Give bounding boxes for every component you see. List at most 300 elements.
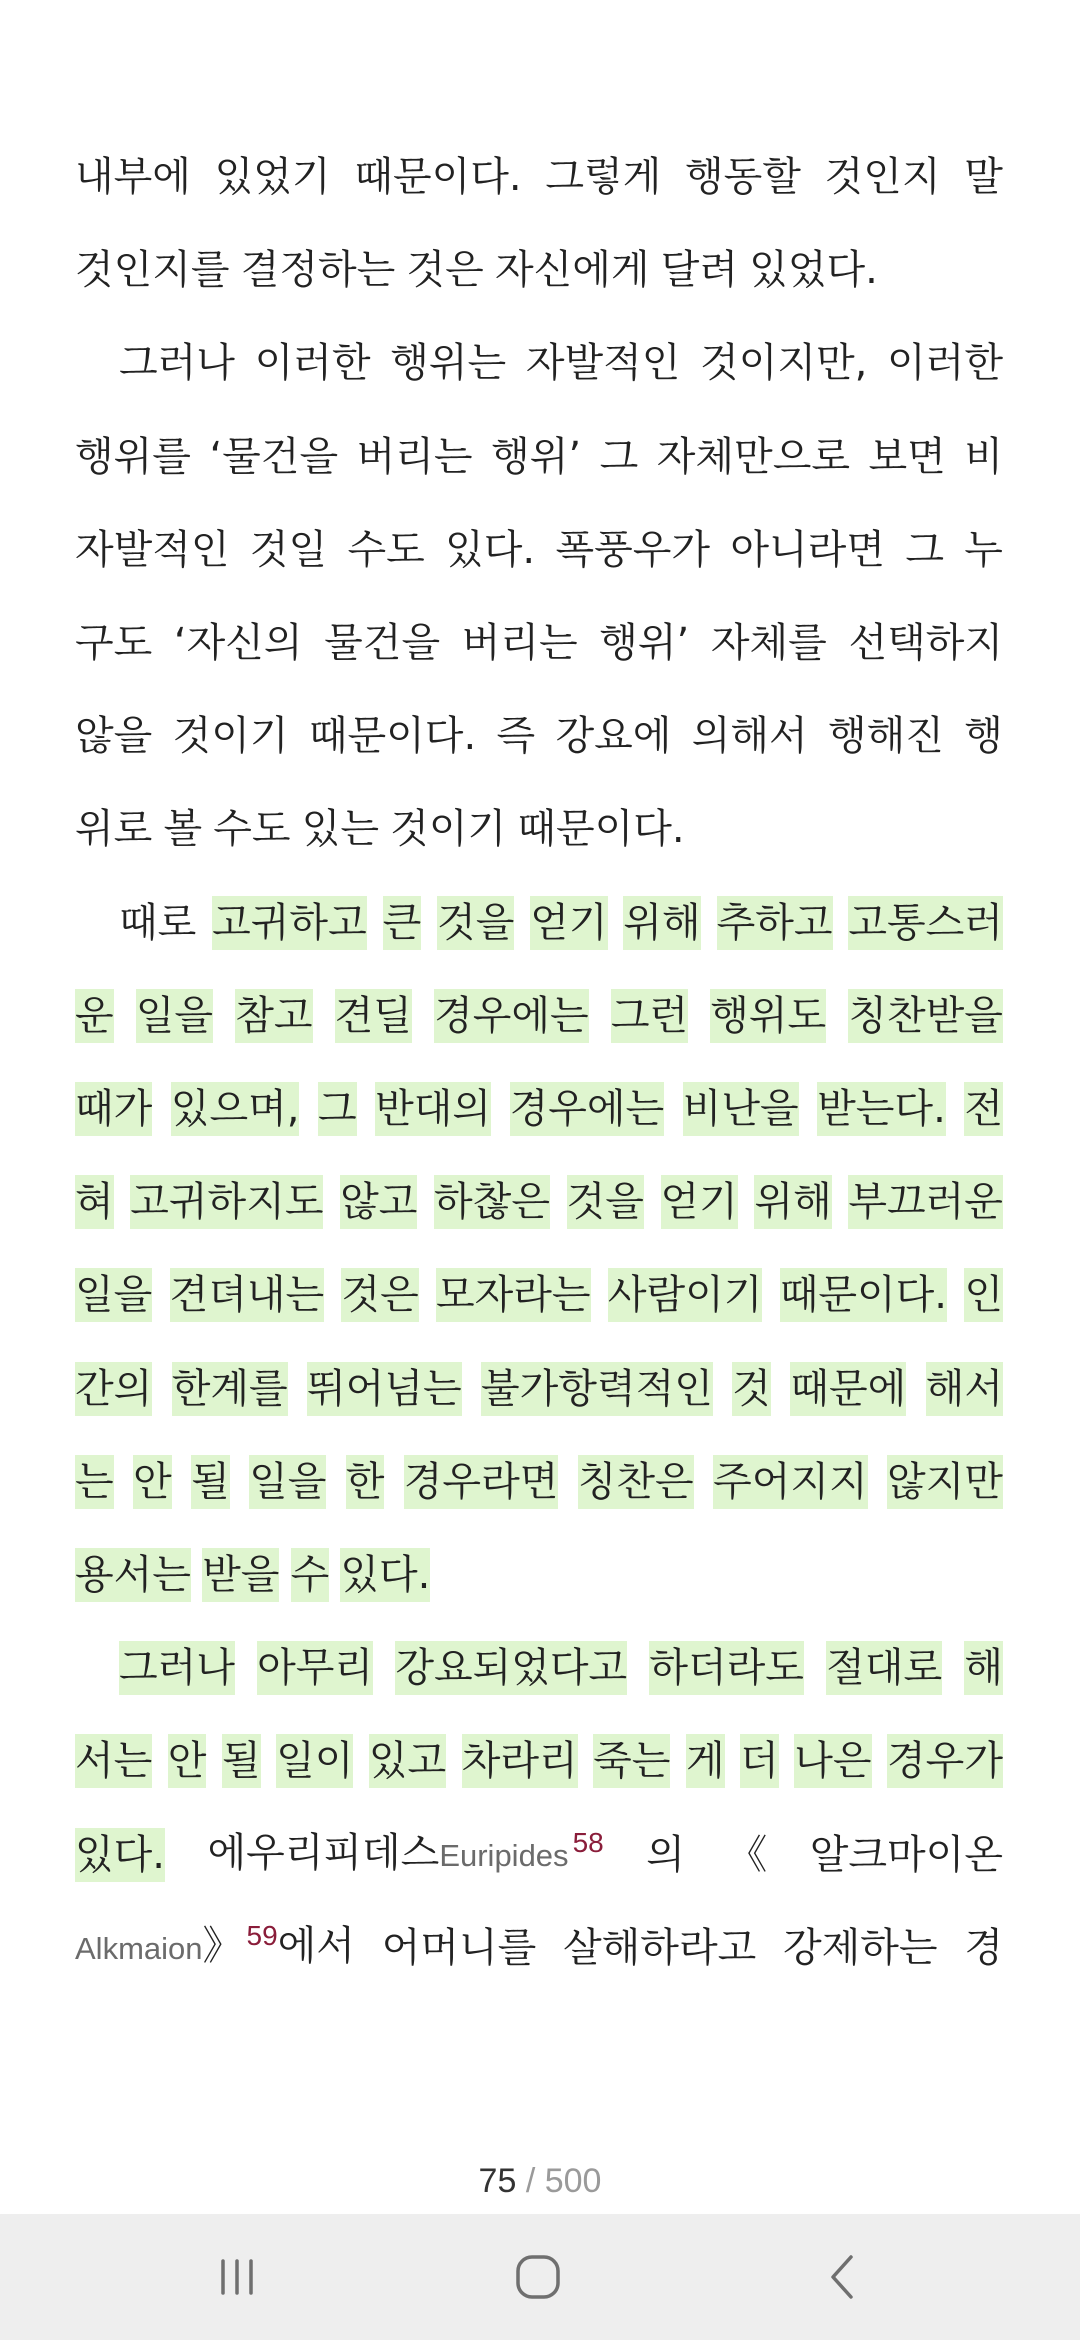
word bbox=[711, 616, 827, 670]
word-text: 사람이기 bbox=[607, 1272, 763, 1319]
word bbox=[75, 802, 152, 856]
highlighted-word bbox=[436, 1268, 591, 1322]
highlighted-word bbox=[686, 1734, 725, 1788]
text-line bbox=[75, 896, 1003, 950]
word-text: 않고 bbox=[340, 1179, 418, 1226]
highlighted-word bbox=[222, 1734, 261, 1788]
word-text: 참고 bbox=[235, 992, 313, 1039]
word-text: 것을 bbox=[566, 1179, 644, 1226]
highlighted-word bbox=[75, 1362, 152, 1416]
word-text: 절대로 bbox=[826, 1645, 943, 1692]
word bbox=[357, 430, 473, 484]
word-text: 경우에는 bbox=[434, 992, 589, 1039]
word-text: 고통스러 bbox=[848, 899, 1003, 946]
highlighted-word bbox=[133, 1455, 172, 1509]
word-text: 것일 bbox=[249, 526, 328, 573]
word bbox=[173, 709, 289, 763]
word-text: 아무리 bbox=[257, 1645, 374, 1692]
word-text: 하더라도 bbox=[649, 1645, 804, 1692]
word-text: 행동할 bbox=[684, 154, 801, 200]
word-text: 살해하라고 bbox=[563, 1924, 757, 1971]
word-text: 큰 bbox=[382, 899, 422, 946]
highlighted-word bbox=[75, 1175, 114, 1229]
word bbox=[407, 243, 484, 297]
highlighted-word bbox=[202, 1548, 279, 1602]
highlighted-word bbox=[611, 989, 688, 1043]
word-text: 그러나 bbox=[119, 1645, 235, 1692]
word-text: 행위를 bbox=[75, 433, 191, 480]
word bbox=[75, 150, 191, 204]
word bbox=[964, 430, 1003, 484]
highlighted-word bbox=[341, 1268, 418, 1322]
word-text: 버리는 bbox=[461, 620, 578, 666]
word-text: 일이 bbox=[276, 1738, 354, 1785]
word bbox=[119, 896, 196, 950]
highlighted-word bbox=[212, 896, 367, 950]
highlighted-word bbox=[335, 989, 412, 1043]
word-text: 달려 bbox=[660, 247, 738, 294]
highlighted-word bbox=[235, 989, 312, 1043]
closing-bracket: 》 bbox=[202, 1923, 243, 1970]
word bbox=[255, 336, 371, 390]
word bbox=[174, 616, 303, 670]
highlighted-word bbox=[346, 1455, 385, 1509]
word-text: 누 bbox=[964, 526, 1003, 573]
word-text: 있다. bbox=[445, 526, 536, 573]
word bbox=[545, 150, 661, 204]
word-text: 것이지만, bbox=[700, 340, 868, 387]
word-text: 것은 bbox=[406, 247, 484, 294]
word-text: 될 bbox=[191, 1458, 230, 1505]
word-text: 주어지지 bbox=[713, 1458, 868, 1505]
highlighted-word bbox=[649, 1641, 804, 1695]
word-text: 즉 bbox=[496, 713, 536, 760]
highlighted-word bbox=[964, 1082, 1003, 1136]
text-line bbox=[75, 1362, 1003, 1416]
highlighted-word bbox=[481, 1362, 713, 1416]
highlighted-word bbox=[318, 1082, 357, 1136]
word-text: 될 bbox=[221, 1738, 261, 1785]
word-text: 않을 bbox=[75, 713, 153, 760]
word-text: 있다. bbox=[340, 1552, 431, 1598]
word-text: 행해진 bbox=[828, 713, 944, 760]
word-text: 수도 bbox=[213, 806, 291, 853]
highlighted-word bbox=[578, 1455, 694, 1509]
highlighted-word bbox=[964, 1641, 1003, 1695]
highlighted-word bbox=[75, 1455, 114, 1509]
word bbox=[646, 1828, 685, 1882]
word-text: 아니라면 bbox=[730, 526, 885, 573]
word-text: 것은 bbox=[341, 1272, 419, 1319]
word bbox=[825, 150, 941, 204]
word bbox=[810, 1828, 1003, 1882]
word bbox=[600, 430, 639, 484]
word-text: 때가 bbox=[75, 1086, 153, 1132]
word-text: 물건을 bbox=[324, 620, 441, 666]
word bbox=[163, 802, 202, 856]
word-text: 때문이다. bbox=[779, 1272, 948, 1319]
word-text: 있으며, bbox=[170, 1086, 300, 1132]
word bbox=[556, 709, 672, 763]
word-text: 것이기 bbox=[172, 713, 289, 760]
text-line bbox=[75, 1082, 1003, 1136]
word-text: 수 bbox=[290, 1552, 330, 1598]
word bbox=[887, 336, 1003, 390]
highlighted-word bbox=[170, 1268, 325, 1322]
word bbox=[390, 336, 506, 390]
highlighted-word bbox=[790, 1362, 906, 1416]
highlighted-word bbox=[623, 896, 700, 950]
text-line bbox=[75, 709, 1003, 763]
word-text: 경 bbox=[964, 1924, 1003, 1971]
word-text: 있고 bbox=[368, 1738, 447, 1785]
highlighted-word bbox=[567, 1175, 644, 1229]
word bbox=[354, 150, 521, 204]
word-text: 《 bbox=[727, 1831, 768, 1878]
word-text: 에우리피데스 bbox=[207, 1830, 440, 1877]
word-text: 결정하는 bbox=[240, 247, 396, 294]
word bbox=[119, 336, 235, 390]
text-line bbox=[75, 802, 1003, 856]
word-text: 얻기 bbox=[660, 1179, 738, 1226]
word-text: 칭찬은 bbox=[577, 1458, 694, 1505]
highlighted-word bbox=[887, 1455, 1003, 1509]
word bbox=[75, 709, 152, 763]
word-text: 안 bbox=[133, 1458, 172, 1505]
recent-apps-button[interactable] bbox=[192, 2242, 282, 2312]
word-text: 것인지를 bbox=[75, 247, 230, 294]
highlighted-word bbox=[964, 1268, 1003, 1322]
word-text: 불가항력적인 bbox=[481, 1365, 713, 1412]
highlighted-word bbox=[510, 1082, 665, 1136]
word-text: 일을 bbox=[75, 1272, 153, 1319]
word bbox=[75, 523, 230, 577]
word-text: 위해 bbox=[754, 1179, 832, 1226]
home-button[interactable] bbox=[493, 2242, 583, 2312]
word bbox=[964, 150, 1003, 204]
word bbox=[213, 802, 290, 856]
highlighted-word bbox=[171, 1082, 300, 1136]
footnote-link[interactable]: 58 bbox=[572, 1827, 604, 1859]
word-text: 것이기 bbox=[390, 806, 507, 853]
original-name: Alkmaion bbox=[75, 1931, 203, 1967]
word-text: 볼 bbox=[163, 806, 203, 853]
word bbox=[75, 1919, 355, 1976]
word-text: 비 bbox=[964, 433, 1003, 480]
word-text: 위해 bbox=[623, 899, 701, 946]
highlighted-word bbox=[437, 896, 514, 950]
word-text: 서는 bbox=[75, 1738, 153, 1785]
word-text: 이러한 bbox=[887, 340, 1003, 387]
word bbox=[727, 1828, 767, 1882]
word bbox=[905, 523, 944, 577]
word-text: 받을 bbox=[202, 1552, 280, 1598]
word-text: 인 bbox=[964, 1272, 1003, 1319]
total-page-count: 500 bbox=[544, 2162, 602, 2200]
highlighted-word bbox=[119, 1641, 235, 1695]
word bbox=[75, 243, 230, 297]
word bbox=[75, 616, 152, 670]
text-line bbox=[75, 1734, 1003, 1788]
highlighted-word bbox=[593, 1734, 670, 1788]
highlighted-word bbox=[369, 1734, 446, 1788]
highlighted-word bbox=[434, 1175, 550, 1229]
highlighted-word bbox=[172, 1362, 288, 1416]
highlighted-word bbox=[434, 989, 589, 1043]
word bbox=[209, 430, 338, 484]
highlighted-word bbox=[75, 1734, 152, 1788]
word bbox=[526, 336, 681, 390]
word bbox=[828, 709, 944, 763]
word-text: 일을 bbox=[135, 992, 214, 1039]
word bbox=[215, 150, 331, 204]
highlighted-word bbox=[754, 1175, 831, 1229]
highlighted-word bbox=[848, 1175, 1003, 1229]
word bbox=[556, 523, 711, 577]
word-text: 혀 bbox=[75, 1179, 114, 1226]
original-name: Euripides bbox=[439, 1838, 569, 1874]
word-text: 행위’ bbox=[491, 433, 582, 480]
highlighted-word bbox=[530, 896, 607, 950]
word-text: 폭풍우가 bbox=[555, 526, 711, 573]
word bbox=[491, 430, 581, 484]
word-text: 더 bbox=[740, 1738, 779, 1785]
highlighted-word bbox=[404, 1455, 559, 1509]
word-text: 그러나 bbox=[119, 340, 235, 387]
word bbox=[661, 243, 738, 297]
word-text: 용서는 bbox=[75, 1552, 191, 1598]
word bbox=[848, 616, 1003, 670]
word-text: 있었다. bbox=[749, 247, 878, 294]
word bbox=[692, 709, 808, 763]
word-text: 때문이다. bbox=[308, 713, 477, 760]
word bbox=[497, 709, 536, 763]
word-text: 이러한 bbox=[254, 340, 371, 387]
word-text: 간의 bbox=[75, 1365, 153, 1412]
word-text: 때문이다. bbox=[517, 806, 685, 853]
back-icon bbox=[821, 2252, 865, 2302]
word bbox=[302, 802, 379, 856]
word bbox=[462, 616, 578, 670]
highlighted-word bbox=[168, 1734, 207, 1788]
word-text: 얻기 bbox=[530, 899, 608, 946]
highlighted-word bbox=[291, 1548, 330, 1602]
word-text: 추하고 bbox=[716, 899, 833, 946]
word bbox=[563, 1921, 756, 1975]
word-text: 게 bbox=[685, 1738, 725, 1785]
highlighted-word bbox=[75, 1268, 152, 1322]
text-line bbox=[75, 523, 1003, 577]
word-text: 자신에게 bbox=[494, 247, 650, 294]
word-text: 고귀하지도 bbox=[130, 1179, 324, 1226]
text-line bbox=[75, 430, 1003, 484]
word-text: 자체만으로 bbox=[656, 433, 850, 480]
word-text: 자발적인 bbox=[525, 340, 681, 387]
word-text: 하찮은 bbox=[434, 1179, 550, 1226]
word bbox=[382, 1921, 537, 1975]
recent-apps-icon bbox=[215, 2255, 259, 2299]
text-line bbox=[75, 1455, 1003, 1509]
word bbox=[324, 616, 440, 670]
text-line bbox=[75, 1921, 1003, 1975]
text-line bbox=[75, 1175, 1003, 1229]
word-text: 행위는 bbox=[390, 340, 507, 387]
word bbox=[445, 523, 535, 577]
word bbox=[75, 430, 191, 484]
highlighted-word bbox=[817, 1082, 946, 1136]
highlighted-word bbox=[848, 989, 1003, 1043]
word-text: 어머니를 bbox=[381, 1924, 537, 1971]
highlighted-word bbox=[307, 1362, 462, 1416]
word-text: 행 bbox=[964, 713, 1003, 760]
word-text: 경우가 bbox=[887, 1738, 1003, 1785]
word bbox=[964, 1921, 1003, 1975]
footnote-link[interactable]: 59 bbox=[246, 1920, 278, 1952]
word-text: 위로 bbox=[75, 806, 153, 853]
word-text: 있다. bbox=[75, 1831, 165, 1878]
highlighted-word bbox=[848, 896, 1003, 950]
highlighted-word bbox=[75, 989, 114, 1043]
word-text: 말 bbox=[964, 154, 1003, 200]
word bbox=[309, 709, 476, 763]
text-line bbox=[75, 336, 1003, 390]
page-indicator bbox=[0, 2162, 1080, 2212]
text-line bbox=[75, 1828, 1003, 1882]
word-text: 그 bbox=[905, 526, 944, 573]
highlighted-word bbox=[740, 1734, 779, 1788]
highlighted-word bbox=[826, 1641, 942, 1695]
word-text: 것 bbox=[732, 1365, 771, 1412]
word-text: 는 bbox=[75, 1458, 114, 1505]
word bbox=[517, 802, 684, 856]
word-text: 경우라면 bbox=[403, 1458, 559, 1505]
word-text: 견뎌내는 bbox=[169, 1272, 325, 1319]
highlighted-word bbox=[383, 896, 422, 950]
text-line bbox=[75, 1641, 1003, 1695]
word-text: 버리는 bbox=[356, 433, 473, 480]
highlighted-word bbox=[257, 1641, 373, 1695]
text-line bbox=[75, 616, 1003, 670]
word-text: 한 bbox=[345, 1458, 385, 1505]
word bbox=[599, 616, 689, 670]
word-text: 비난을 bbox=[682, 1086, 799, 1132]
highlighted-word bbox=[661, 1175, 738, 1229]
highlighted-word bbox=[713, 1455, 868, 1509]
highlighted-word bbox=[130, 1175, 323, 1229]
highlighted-word bbox=[75, 1548, 191, 1602]
word-text: 그 bbox=[599, 433, 639, 480]
text-line bbox=[75, 989, 1003, 1043]
word-text: 행위’ bbox=[599, 620, 690, 666]
word-text: 것을 bbox=[437, 899, 515, 946]
word-text: 선택하지 bbox=[848, 620, 1003, 666]
page-separator: / bbox=[525, 2162, 536, 2200]
word-text: 알크마이온 bbox=[809, 1831, 1003, 1878]
word-text: 않지만 bbox=[887, 1458, 1003, 1505]
word-text: 의해서 bbox=[691, 713, 808, 760]
highlighted-word bbox=[794, 1734, 871, 1788]
highlighted-word bbox=[75, 1082, 152, 1136]
word-text: 그렇게 bbox=[545, 154, 662, 200]
word-text: 자발적인 bbox=[75, 526, 230, 573]
word-text: 행위도 bbox=[710, 992, 827, 1039]
word bbox=[730, 523, 885, 577]
highlighted-word bbox=[926, 1362, 1003, 1416]
word-text: 해 bbox=[964, 1645, 1003, 1692]
word-text: ‘자신의 bbox=[173, 620, 303, 666]
word bbox=[241, 243, 396, 297]
word-text: 나은 bbox=[794, 1738, 872, 1785]
word-text: 그 bbox=[317, 1086, 357, 1132]
word bbox=[207, 1826, 603, 1883]
highlighted-word bbox=[191, 1455, 230, 1509]
word-text: 모자라는 bbox=[436, 1272, 591, 1319]
word-text: 한계를 bbox=[171, 1365, 288, 1412]
word-text: 것인지 bbox=[824, 154, 941, 200]
word-text: 해서 bbox=[925, 1365, 1003, 1412]
home-icon bbox=[513, 2252, 563, 2302]
word-text: 있었기 bbox=[214, 154, 331, 200]
word-text: 차라리 bbox=[461, 1738, 578, 1785]
highlighted-word bbox=[75, 1828, 165, 1882]
highlighted-word bbox=[249, 1455, 326, 1509]
word-text: 전 bbox=[964, 1086, 1003, 1132]
text-line bbox=[75, 1548, 1003, 1602]
system-navigation-bar bbox=[0, 2214, 1080, 2340]
highlighted-word bbox=[683, 1082, 799, 1136]
word-text: 경우에는 bbox=[509, 1086, 665, 1132]
word bbox=[964, 523, 1003, 577]
word-text: 그런 bbox=[610, 992, 689, 1039]
word-text: 때로 bbox=[119, 899, 197, 946]
word-text: 일을 bbox=[249, 1458, 327, 1505]
word-text: 죽는 bbox=[593, 1738, 671, 1785]
highlighted-word bbox=[340, 1175, 417, 1229]
word-text: 보면 bbox=[868, 433, 946, 480]
word-text: 구도 bbox=[75, 620, 153, 666]
text-line bbox=[75, 243, 1003, 297]
word-text: 안 bbox=[167, 1738, 207, 1785]
word-text: 때문이다. bbox=[354, 154, 522, 200]
highlighted-word bbox=[375, 1082, 491, 1136]
word-text: ‘물건을 bbox=[209, 433, 339, 480]
word-text: 받는다. bbox=[817, 1086, 946, 1132]
word bbox=[250, 523, 327, 577]
word bbox=[700, 336, 867, 390]
highlighted-word bbox=[710, 989, 826, 1043]
word-text: 강요에 bbox=[555, 713, 672, 760]
highlighted-word bbox=[887, 1734, 1003, 1788]
word-text: 반대의 bbox=[375, 1086, 492, 1132]
back-button[interactable] bbox=[798, 2242, 888, 2312]
highlighted-word bbox=[462, 1734, 578, 1788]
word-text: 있는 bbox=[301, 806, 380, 853]
word-text: 내부에 bbox=[75, 154, 191, 200]
word bbox=[783, 1921, 938, 1975]
word-text: 강제하는 bbox=[783, 1924, 938, 1971]
word-text: 의 bbox=[646, 1831, 685, 1878]
word-text: 부끄러운 bbox=[848, 1179, 1003, 1226]
word-text: 에서 bbox=[277, 1923, 355, 1970]
highlighted-word bbox=[395, 1641, 627, 1695]
highlighted-word bbox=[608, 1268, 763, 1322]
word bbox=[657, 430, 850, 484]
highlighted-word bbox=[340, 1548, 430, 1602]
word-text: 자체를 bbox=[710, 620, 827, 666]
word bbox=[390, 802, 506, 856]
highlighted-word bbox=[136, 989, 213, 1043]
word bbox=[869, 430, 946, 484]
